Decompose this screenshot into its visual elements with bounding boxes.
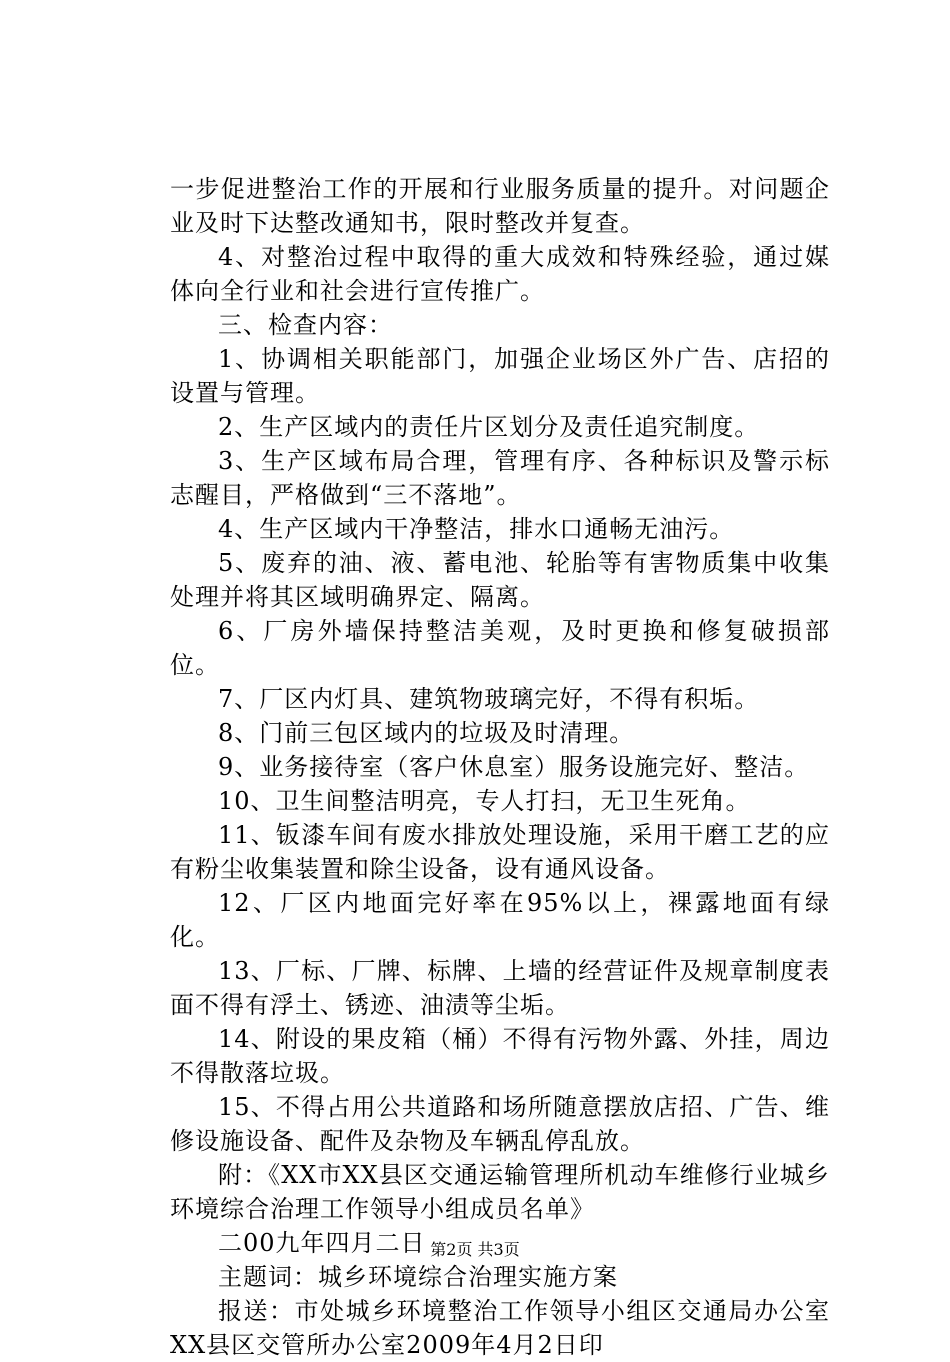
- page-footer: [0, 1240, 950, 1260]
- list-item: 9、业务接待室（客户休息室）服务设施完好、整洁。: [218, 753, 810, 781]
- section-heading: 三、检查内容：: [218, 311, 393, 339]
- list-item: 7、厂区内灯具、建筑物玻璃完好，不得有积垢。: [218, 685, 760, 713]
- list-item: 10、卫生间整洁明亮，专人打扫，无卫生死角。: [218, 787, 751, 815]
- subject-keywords: 主题词：城乡环境综合治理实施方案: [218, 1263, 618, 1291]
- list-item: 12、厂区内地面完好率在95%以上，裸露地面有绿化。: [170, 889, 830, 951]
- list-item: 11、钣漆车间有废水排放处理设施，采用干磨工艺的应有粉尘收集装置和除尘设备，设有通风设备。: [170, 821, 830, 883]
- paragraph: 4、对整治过程中取得的重大成效和特殊经验，通过媒体向全行业和社会进行宣传推广。: [170, 243, 830, 305]
- list-item: 14、附设的果皮箱（桶）不得有污物外露、外挂，周边不得散落垃圾。: [170, 1025, 830, 1087]
- page-number: 第2页 共3页: [430, 1240, 520, 1259]
- paragraph: 一步促进整治工作的开展和行业服务质量的提升。对问题企业及时下达整改通知书，限时整改并复查。: [170, 175, 830, 237]
- list-item: 3、生产区域布局合理，管理有序、各种标识及警示标志醒目，严格做到“三不落地”。: [170, 447, 830, 509]
- list-item: 8、门前三包区域内的垃圾及时清理。: [218, 719, 635, 747]
- list-item: 1、协调相关职能部门，加强企业场区外广告、店招的设置与管理。: [170, 345, 830, 407]
- document-date: 二00九年四月二日: [218, 1229, 426, 1257]
- attachment-note: 附：《XX市XX县区交通运输管理所机动车维修行业城乡环境综合治理工作领导小组成员名单》: [170, 1161, 830, 1223]
- distribution-note: 报送：市处城乡环境整治工作领导小组区交通局办公室XX县区交管所办公室2009年4月2日印: [170, 1297, 830, 1359]
- list-item: 6、厂房外墙保持整洁美观，及时更换和修复破损部位。: [170, 617, 830, 679]
- list-item: 2、生产区域内的责任片区划分及责任追究制度。: [218, 413, 760, 441]
- document-body: [170, 172, 830, 1362]
- list-item: 5、废弃的油、液、蓄电池、轮胎等有害物质集中收集处理并将其区域明确界定、隔离。: [170, 549, 830, 611]
- list-item: 13、厂标、厂牌、标牌、上墙的经营证件及规章制度表面不得有浮土、锈迹、油渍等尘垢。: [170, 957, 830, 1019]
- list-item: 15、不得占用公共道路和场所随意摆放店招、广告、维修设施设备、配件及杂物及车辆乱停乱放。: [170, 1093, 830, 1155]
- list-item: 4、生产区域内干净整洁，排水口通畅无油污。: [218, 515, 735, 543]
